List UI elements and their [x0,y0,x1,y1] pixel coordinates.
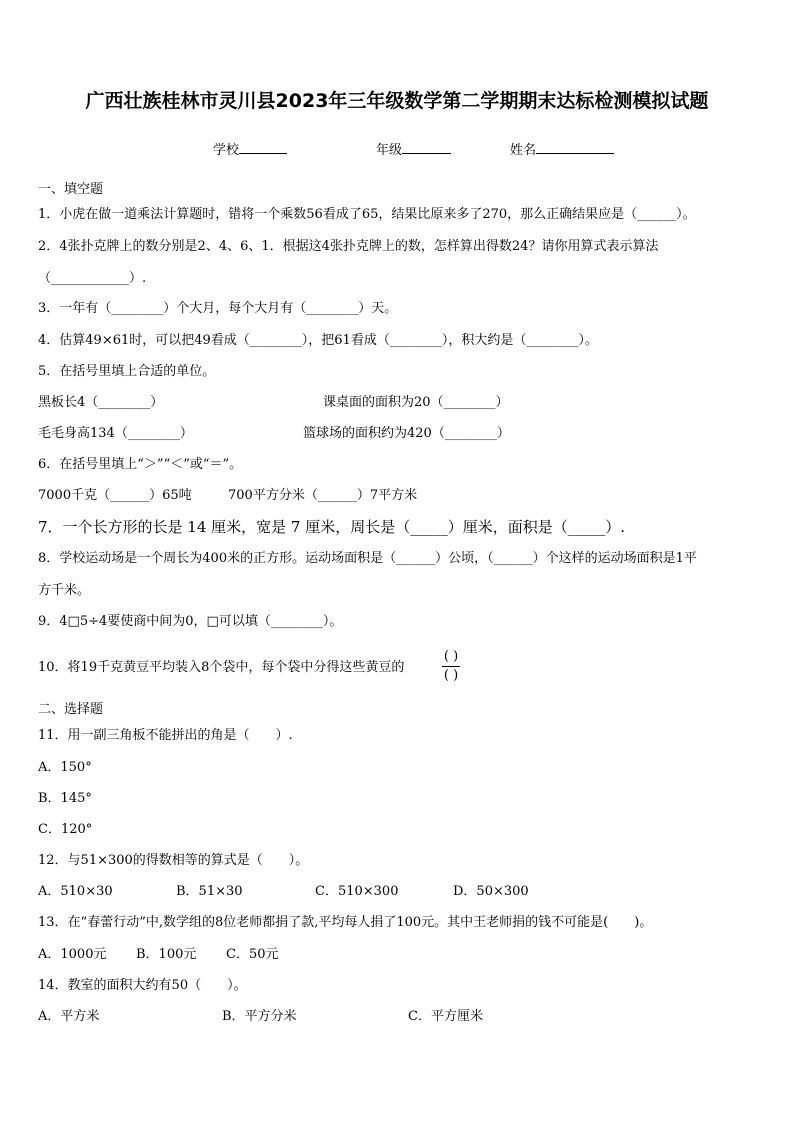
school-label: 学校 [213,143,240,158]
school-blank[interactable] [239,140,287,154]
name-blank[interactable] [536,140,614,154]
question-13: 13．在“春蕾行动”中,数学组的8位老师都捐了款,平均每人捐了100元。其中王老师捐的钱不可能是( )。 [38,915,653,930]
question-14-option-b: B．平方分米 [222,1009,297,1024]
question-11-option-c: C．120° [38,822,93,837]
question-11: 11．用一副三角板不能拼出的角是（ ）. [38,728,293,743]
question-5-item-c: 毛毛身高134（________） [38,426,193,441]
question-5-item-d: 篮球场的面积约为420（________） [303,426,510,441]
question-14-option-a: A．平方米 [38,1009,100,1024]
question-8-continued: 方千米。 [38,583,91,598]
section-choice-heading: 二、选择题 [38,702,104,717]
question-12: 12．与51×300的得数相等的算式是（ ）。 [38,853,309,868]
question-2-answer: （____________）. [38,271,147,286]
question-7: 7．一个长方形的长是 14 厘米，宽是 7 厘米，周长是（_____）厘米，面积是（_____）. [38,518,626,536]
school-field [213,139,287,158]
question-10: 10．将19千克黄豆平均装入8个袋中，每个袋中分得这些黄豆的 [38,660,405,675]
section-fill-heading: 一、填空题 [38,182,104,197]
question-3: 3．一年有（________）个大月，每个大月有（________）天。 [38,301,398,316]
question-12-option-b: B．51×30 [176,884,243,899]
question-2: 2．4张扑克牌上的数分别是2、4、6、1．根据这4张扑克牌上的数，怎样算出得数24？请你用算式表示算法 [38,239,659,254]
grade-label: 年级 [376,143,403,158]
question-8: 8．学校运动场是一个周长为400米的正方形。运动场面积是（______）公顷，（______）个这样的运动场面积是1平 [38,551,697,566]
question-5: 5．在括号里填上合适的单位。 [38,364,216,379]
question-5-item-a: 黑板长4（________） [38,395,164,410]
question-12-option-a: A．510×30 [38,884,113,899]
question-6-item-a: 7000千克（______）65吨 [38,488,192,503]
page-title: 广西壮族桂林市灵川县2023年三年级数学第二学期期末达标检测模拟试题 [85,90,709,112]
question-11-option-a: A．150° [38,760,92,775]
question-13-option-a: A．1000元 [38,947,107,962]
name-field [510,139,614,158]
fraction-numerator: ( ) [443,649,459,664]
question-5-item-b: 课桌面的面积为20（________） [323,395,509,410]
fraction-denominator: ( ) [443,668,459,683]
question-6: 6．在括号里填上“＞”“＜”或“＝”。 [38,457,243,472]
question-11-option-b: B．145° [38,791,92,806]
question-1: 1．小虎在做一道乘法计算题时，错将一个乘数56看成了65，结果比原来多了270，那么正确结果应是（______）。 [38,207,696,222]
question-13-option-c: C．50元 [226,947,279,962]
question-12-option-c: C．510×300 [315,884,399,899]
question-9: 9．4□5÷4要使商中间为0，□可以填（________）。 [38,614,343,629]
question-6-item-b: 700平方分米（______）7平方米 [228,488,418,503]
question-4: 4．估算49×61时，可以把49看成（________），把61看成（________），积大约是（________）。 [38,333,598,348]
name-label: 姓名 [510,143,537,158]
grade-field [376,139,451,158]
grade-blank[interactable] [402,140,451,154]
question-13-option-b: B．100元 [136,947,197,962]
question-14-option-c: C．平方厘米 [408,1009,483,1024]
question-14: 14．教室的面积大约有50（ ）。 [38,978,247,993]
question-12-option-d: D．50×300 [453,884,529,899]
fraction-blank [441,648,461,685]
